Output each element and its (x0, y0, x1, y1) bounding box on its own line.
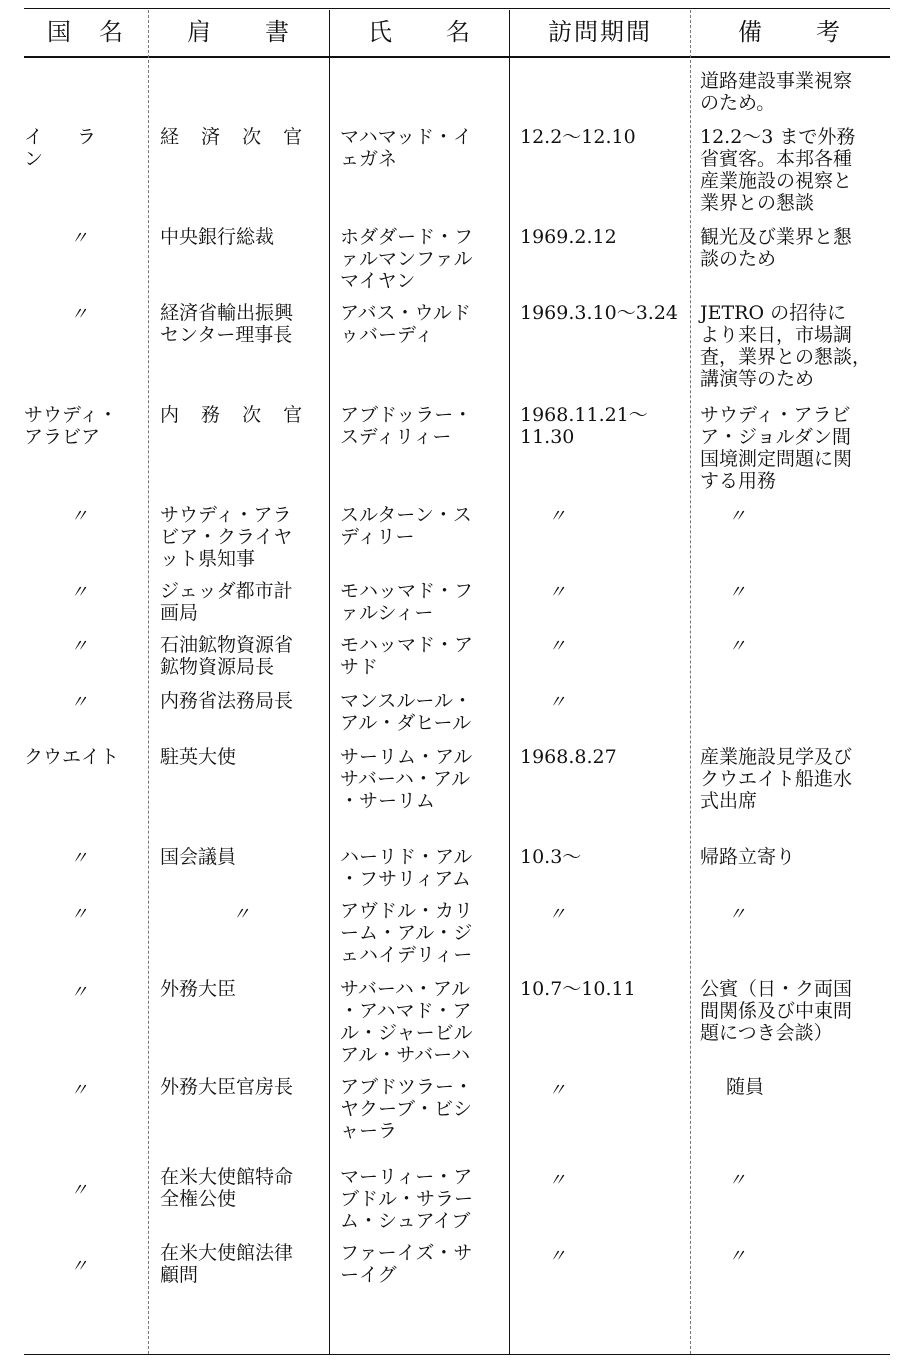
header-title: 肩 書 (187, 18, 291, 46)
table-row-2-note: 観光及び業界と懇 談のため (700, 226, 853, 270)
table-row-7-title: 石油鉱物資源省 鉱物資源局長 (160, 634, 294, 678)
table-row-13-name: アブドツラー・ ヤクーブ・ビシ ャーラ (340, 1076, 474, 1142)
table-row-12-name: サバーハ・アル ・アハマド・ア ル・ジャービル アル・サバーハ (340, 978, 473, 1066)
table-row-1-period: 12.2～12.10 (520, 126, 636, 148)
table-row-10-country: 〃 (70, 848, 88, 869)
table-row-3-title: 経済省輸出振興 センター理事長 (160, 302, 294, 346)
table-row-2-title: 中央銀行総裁 (160, 226, 275, 248)
table-row-13-country: 〃 (70, 1080, 88, 1101)
table-row-15-note: 〃 (728, 1246, 746, 1267)
table-row-6-note: 〃 (728, 582, 746, 603)
table-row-1-country: イ ラ ン (24, 126, 111, 170)
table-row-13-period: 〃 (548, 1080, 566, 1101)
table-row-1-title: 経 済 次 官 (160, 126, 311, 148)
table-row-9-name: サーリム・アル サバーハ・アル ・サーリム (340, 746, 473, 812)
table-row-14-country: 〃 (70, 1180, 88, 1201)
table-row-10-period: 10.3～ (520, 846, 582, 868)
table-row-11-country: 〃 (70, 904, 88, 925)
header-name: 氏 名 (368, 18, 472, 46)
table-row-4-note: サウディ・アラビ ア・ジョルダン間 国境測定問題に関 する用務 (700, 404, 853, 492)
table-row-10-name: ハーリド・アル ・フサリィアム (340, 846, 473, 890)
table-row-11-name: アヴドル・カリ ーム・アル・ジ ェハイデリィー (340, 900, 474, 966)
table-row-2-name: ホダダード・フ ァルマンファル マイヤン (340, 226, 474, 292)
table-row-2-country: 〃 (70, 228, 88, 249)
table-row-14-period: 〃 (548, 1170, 566, 1191)
table-row-4-title: 内 務 次 官 (160, 404, 311, 426)
table-row-12-period: 10.7～10.11 (520, 978, 636, 1000)
header-note: 備 考 (738, 18, 842, 46)
table-row-4-country: サウディ・ アラビア (24, 404, 118, 448)
table-row-2-period: 1969.2.12 (520, 226, 617, 248)
table-row-15-country: 〃 (70, 1256, 88, 1277)
table-row-5-country: 〃 (70, 506, 88, 527)
table-row-10-note: 帰路立寄り (700, 846, 796, 868)
table-row-8-title: 内務省法務局長 (160, 690, 294, 712)
table-row-8-country: 〃 (70, 692, 88, 713)
table-row-9-title: 駐英大使 (160, 746, 237, 768)
table-row-0-note: 道路建設事業視察 のため。 (700, 70, 853, 114)
table-row-9-note: 産業施設見学及び クウエイト船進水 式出席 (700, 746, 853, 812)
col-divider-3 (509, 10, 510, 1354)
table-row-6-name: モハッマド・フ ァルシィー (340, 580, 474, 624)
table-row-3-period: 1969.3.10～3.24 (520, 302, 679, 324)
table-row-11-period: 〃 (548, 904, 566, 925)
table-row-15-name: ファーイズ・サ ーイグ (340, 1242, 473, 1286)
table-row-6-period: 〃 (548, 582, 566, 603)
table-row-5-title: サウディ・アラ ビア・クライヤ ット県知事 (160, 504, 293, 570)
table-bottom-rule (24, 1354, 890, 1355)
table-row-3-name: アバス・ウルド ゥバーディ (340, 302, 471, 346)
table-row-4-name: アブドッラー・ スディリィー (340, 404, 473, 448)
table-row-8-name: マンスルール・ アル・ダヒール (340, 690, 473, 734)
table-row-15-title: 在米大使館法律 顧問 (160, 1242, 294, 1286)
table-row-6-title: ジェッダ都市計 画局 (160, 580, 293, 624)
table-row-3-note: JETRO の招待に より来日，市場調 査，業界との懇談， 講演等のため (700, 302, 872, 390)
table-row-11-note: 〃 (728, 904, 746, 925)
table-row-13-note: 随員 (726, 1076, 765, 1098)
table-row-3-country: 〃 (70, 304, 88, 325)
table-row-6-country: 〃 (70, 582, 88, 603)
header-period: 訪問期間 (548, 18, 652, 46)
table-row-10-title: 国会議員 (160, 846, 237, 868)
table-row-7-note: 〃 (728, 636, 746, 657)
table-row-9-country: クウエイト (24, 746, 120, 768)
table-row-14-title: 在米大使館特命 全権公使 (160, 1166, 294, 1210)
table-row-1-note: 12.2～3 まで外務 省賓客。本邦各種 産業施設の視察と 業界との懇談 (700, 126, 856, 214)
table-row-12-note: 公賓（日・ク両国 間関係及び中東問 題につき会談） (700, 978, 853, 1044)
table-row-8-period: 〃 (548, 692, 566, 713)
header-bottom-rule (24, 56, 890, 58)
col-divider-2 (329, 10, 330, 1354)
table-row-14-name: マーリィー・ア ブドル・サラー ム・シュアイブ (340, 1166, 474, 1232)
table-row-15-period: 〃 (548, 1246, 566, 1267)
col-divider-1 (148, 10, 149, 1354)
table-row-11-title: 〃 (232, 904, 250, 925)
col-divider-4 (690, 10, 691, 1354)
table-row-13-title: 外務大臣官房長 (160, 1076, 294, 1098)
table-row-7-country: 〃 (70, 636, 88, 657)
table-row-12-title: 外務大臣 (160, 978, 237, 1000)
table-row-14-note: 〃 (728, 1170, 746, 1191)
table-row-5-name: スルターン・ス ディリー (340, 504, 472, 548)
header-country: 国 名 (47, 18, 125, 46)
table-row-9-period: 1968.8.27 (520, 746, 617, 768)
table-top-rule (24, 8, 890, 9)
table-row-7-period: 〃 (548, 636, 566, 657)
table-row-12-country: 〃 (70, 982, 88, 1003)
table-row-4-period: 1968.11.21～ 11.30 (520, 404, 648, 448)
table-row-5-period: 〃 (548, 506, 566, 527)
table-row-5-note: 〃 (728, 506, 746, 527)
table-row-1-name: マハマッド・イ ェガネ (340, 126, 473, 170)
table-row-7-name: モハッマド・ア サド (340, 634, 474, 678)
